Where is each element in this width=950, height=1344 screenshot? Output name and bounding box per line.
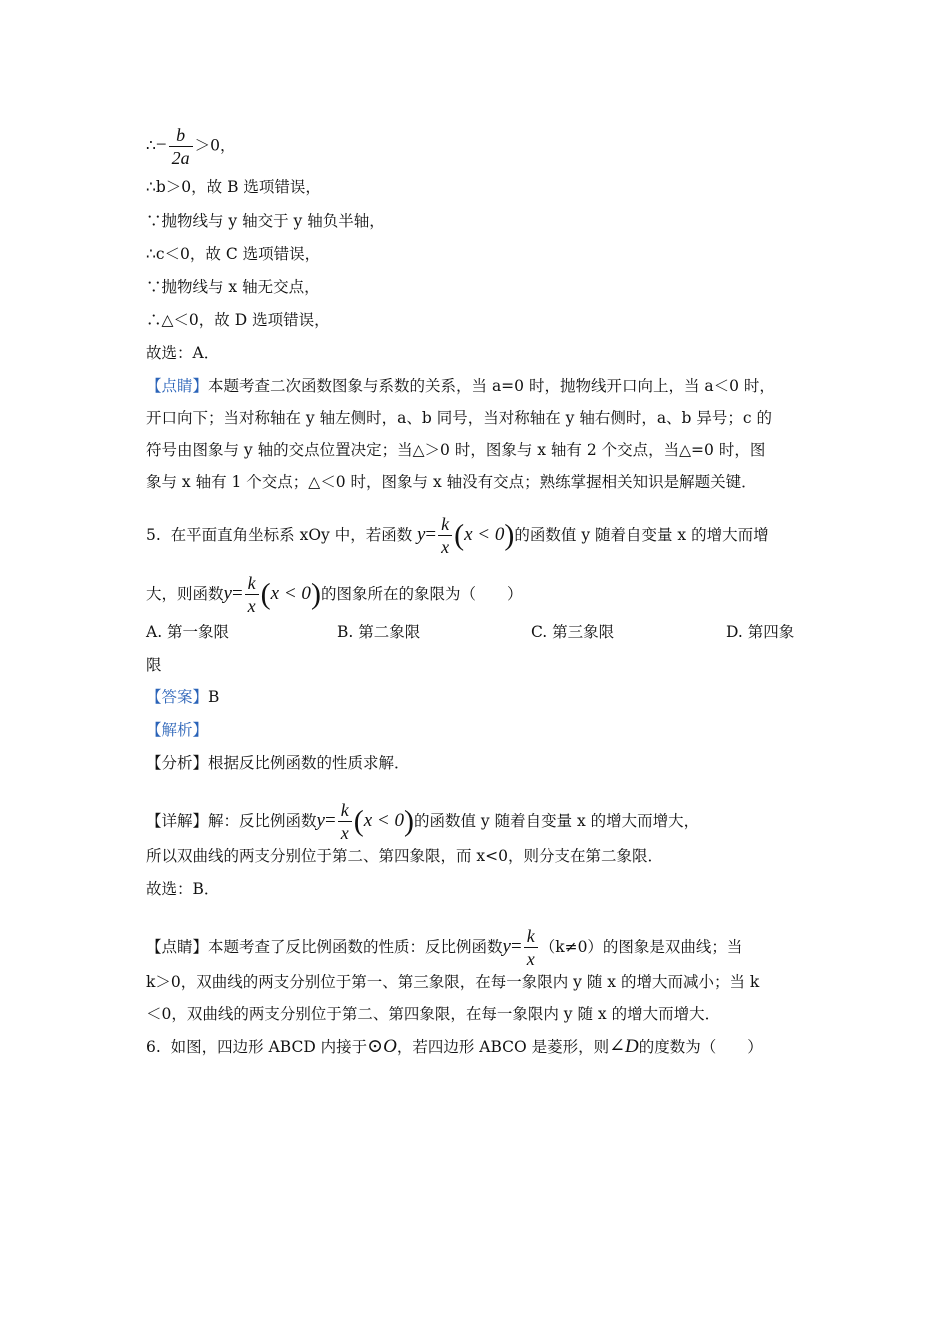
option-d-wrap: 限: [146, 656, 162, 674]
answer-tag: 【答案】: [146, 688, 209, 706]
line-neg-b-over-2a: ∴− $\frac{b}{2a}$ ＞0，: [146, 125, 236, 168]
option-c: C. 第三象限: [531, 623, 615, 641]
dianjing-2-line-1: 【点睛】本题考查了反比例函数的性质：反比例函数y= $\frac{k}{x}$ （k≠0）的图象是双曲线；当: [146, 926, 743, 969]
formula-y-k-over-x: y= $\frac{k}{x}$ (x < 0): [416, 514, 515, 557]
question-5-line-2: 大，则函数y= $\frac{k}{x}$ (x < 0)的图象所在的象限为（ ）: [146, 573, 523, 616]
question-5-line-1: 5. 在平面直角坐标系 xOy 中，若函数 y= $\frac{k}{x}$ (x < 0)的函数值 y 随着自变量 x 的增大而增: [146, 514, 769, 557]
option-d: D. 第四象: [726, 623, 795, 641]
dianjing-1-line-3: 符号由图象与 y 轴的交点位置决定；当△＞0 时，图象与 x 轴有 2 个交点，当△=0 时，图: [146, 441, 766, 459]
fraction-b-over-2a: $\frac{b}{2a}$: [169, 124, 193, 169]
question-6-line: 6. 如图，四边形 ABCD 内接于⊙O，若四边形 ABCO 是菱形，则∠D的度数为（ ）: [146, 1036, 763, 1057]
dianjing-tag: 【点睛】: [146, 937, 209, 956]
dianjing-2-line-3: ＜0，双曲线的两支分别位于第二、第四象限，在每一象限内 y 随 x 的增大而增大．: [146, 1005, 721, 1023]
line-parabola-x-axis: ∵抛物线与 x 轴无交点，: [146, 278, 320, 296]
formula-y-k-over-x: y= $\frac{k}{x}$ (x < 0): [223, 573, 321, 616]
xiangjie-tag: 【详解】: [146, 811, 209, 830]
dianjing-1-line-4: 象与 x 轴有 1 个交点；△＜0 时，图象与 x 轴没有交点；熟练掌握相关知识是解题关键．: [146, 473, 757, 491]
answer-value: B: [208, 688, 220, 706]
xiangjie-line-1: 【详解】解：反比例函数y= $\frac{k}{x}$ (x < 0)的函数值 y 随着自变量 x 的增大而增大，: [146, 800, 700, 843]
dianjing-tag: 【点睛】: [146, 377, 209, 395]
dianjing-1-line-1: 【点睛】本题考查二次函数图象与系数的关系，当 a=0 时，抛物线开口向上，当 a＜0 时，: [146, 377, 775, 395]
fenxi-tag: 【分析】: [146, 754, 209, 772]
jiexi-tag: 【解析】: [146, 721, 209, 739]
dianjing-1-line-2: 开口向下；当对称轴在 y 轴左侧时，a、b 同号，当对称轴在 y 轴右侧时，a、b 异号；c 的: [146, 409, 773, 427]
line-c-negative: ∴c＜0，故 C 选项错误，: [146, 245, 321, 263]
answer-line: [146, 687, 219, 707]
line-delta-negative: ∴△＜0，故 D 选项错误，: [146, 311, 330, 329]
question-number: 6.: [146, 1038, 161, 1056]
circle-o-symbol: ⊙O: [367, 1036, 397, 1057]
option-b: B. 第二象限: [337, 623, 421, 641]
line-b-positive: ∴b＞0，故 B 选项错误，: [146, 178, 321, 196]
question-number: 5.: [146, 525, 161, 544]
formula-y-k-over-x: y= $\frac{k}{x}$ (x < 0): [316, 800, 414, 843]
option-a: A. 第一象限: [146, 623, 230, 641]
angle-d-symbol: ∠D: [609, 1036, 639, 1057]
fenxi-line: 【分析】根据反比例函数的性质求解．: [146, 754, 410, 772]
formula-y-k-over-x-simple: y= $\frac{k}{x}$: [503, 936, 540, 957]
line-choice-a: 故选：A．: [146, 344, 220, 362]
line-parabola-y-axis: ∵抛物线与 y 轴交于 y 轴负半轴，: [146, 212, 385, 230]
xiangjie-line-3: 故选：B．: [146, 880, 220, 898]
dianjing-2-line-2: k＞0，双曲线的两支分别位于第一、第三象限，在每一象限内 y 随 x 的增大而减小；当 k: [146, 973, 760, 991]
xiangjie-line-2: 所以双曲线的两支分别位于第二、第四象限，而 x<0，则分支在第二象限．: [146, 847, 664, 865]
